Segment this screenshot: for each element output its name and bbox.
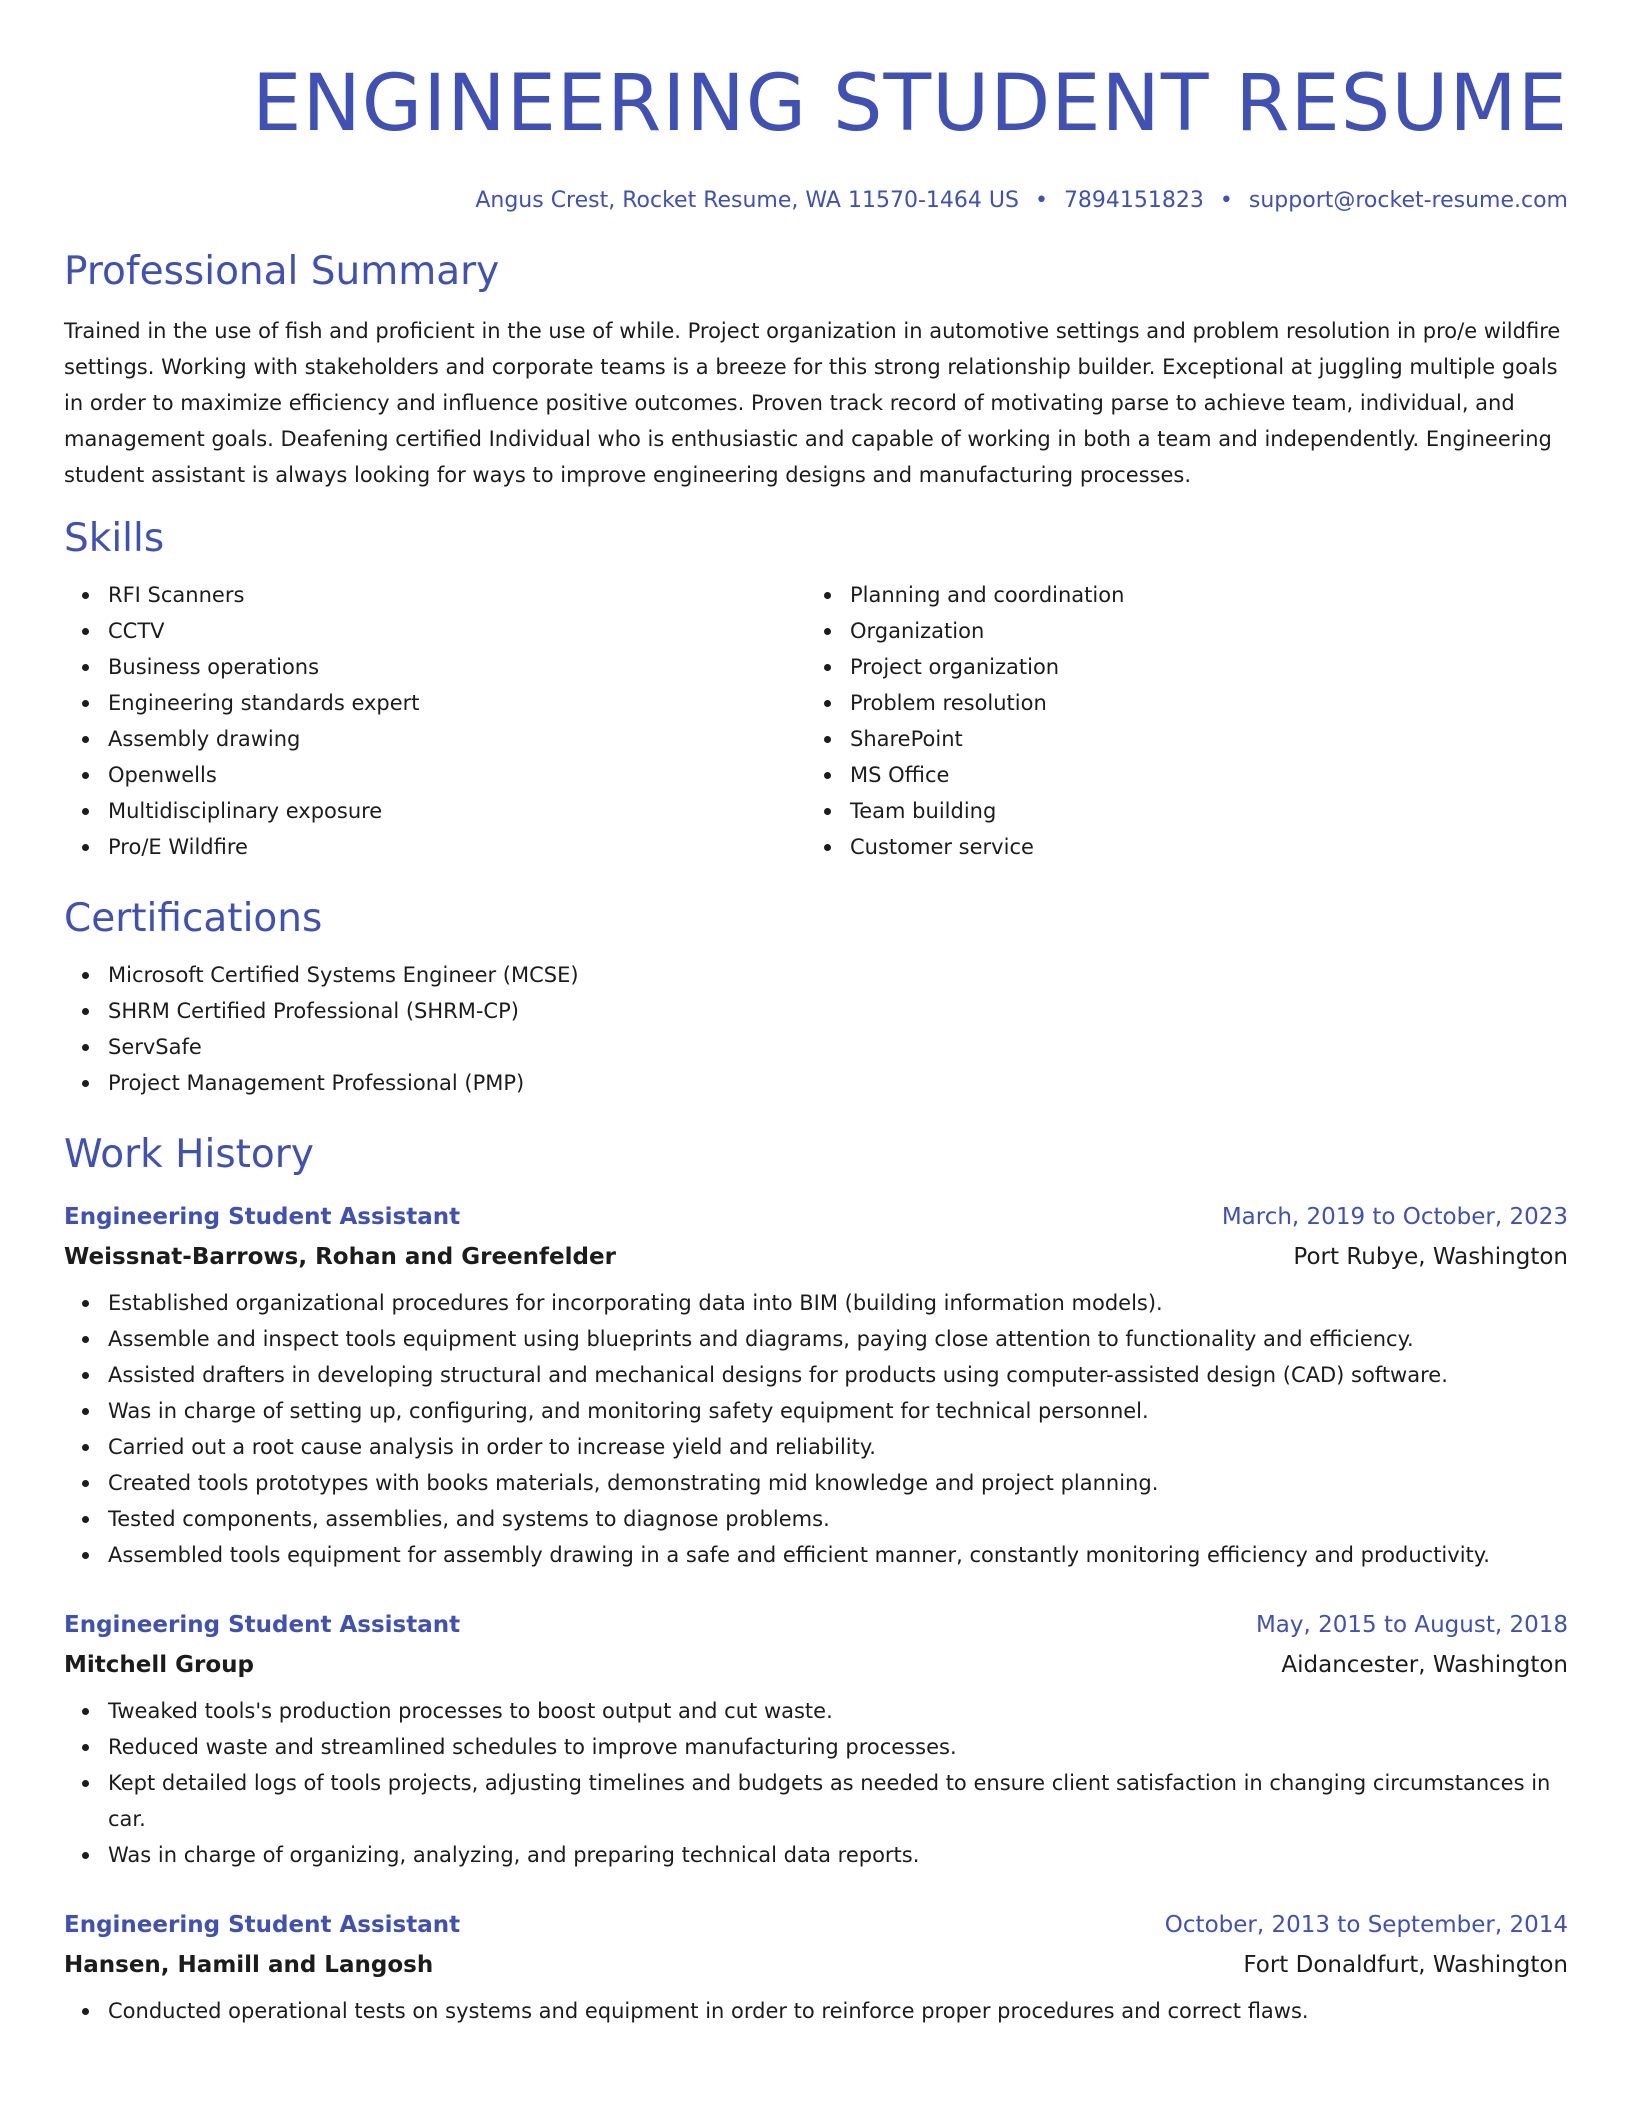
job-bullet: Carried out a root cause analysis in order to increase yield and reliability. xyxy=(64,1429,1568,1465)
skills-list-left xyxy=(64,577,806,865)
job-bullet: Assembled tools equipment for assembly drawing in a safe and efficient manner, constantly monitoring efficiency and productivity. xyxy=(64,1537,1568,1573)
job-header xyxy=(64,1609,1568,1641)
skill-item: SharePoint xyxy=(806,721,1548,757)
certification-item: Project Management Professional (PMP) xyxy=(64,1065,1568,1101)
skill-item: Openwells xyxy=(64,757,806,793)
skill-item: Planning and coordination xyxy=(806,577,1548,613)
job-entry xyxy=(64,1201,1568,1573)
job-dates: October, 2013 to September, 2014 xyxy=(1164,1912,1568,1938)
skill-item: Customer service xyxy=(806,829,1548,865)
skill-item: Organization xyxy=(806,613,1548,649)
skill-item: Pro/E Wildfire xyxy=(64,829,806,865)
job-bullet: Created tools prototypes with books materials, demonstrating mid knowledge and project planning. xyxy=(64,1465,1568,1501)
work-history-heading: Work History xyxy=(64,1132,314,1177)
contact-phone: 7894151823 xyxy=(1063,188,1204,213)
skills-columns xyxy=(64,577,1568,865)
contact-email[interactable]: support@rocket-resume.com xyxy=(1248,188,1568,213)
skill-item: RFI Scanners xyxy=(64,577,806,613)
certification-item: ServSafe xyxy=(64,1029,1568,1065)
skill-item: CCTV xyxy=(64,613,806,649)
job-company: Mitchell Group xyxy=(64,1652,255,1678)
job-bullet: Was in charge of organizing, analyzing, and preparing technical data reports. xyxy=(64,1837,1568,1873)
job-company-row xyxy=(64,1241,1568,1273)
job-bullet: Reduced waste and streamlined schedules to improve manufacturing processes. xyxy=(64,1729,1568,1765)
job-title: Engineering Student Assistant xyxy=(64,1204,461,1230)
job-bullet: Established organizational procedures for incorporating data into BIM (building information models). xyxy=(64,1285,1568,1321)
job-header xyxy=(64,1201,1568,1233)
job-bullet: Was in charge of setting up, configuring, and monitoring safety equipment for technical personnel. xyxy=(64,1393,1568,1429)
job-dates: May, 2015 to August, 2018 xyxy=(1255,1612,1568,1638)
skill-item: Assembly drawing xyxy=(64,721,806,757)
skill-item: MS Office xyxy=(806,757,1548,793)
job-bullet: Tested components, assemblies, and systems to diagnose problems. xyxy=(64,1501,1568,1537)
job-title: Engineering Student Assistant xyxy=(64,1912,461,1938)
job-dates: March, 2019 to October, 2023 xyxy=(1221,1204,1568,1230)
certifications-heading: Certifications xyxy=(64,896,323,941)
job-bullets xyxy=(64,1993,1568,2029)
skill-item: Engineering standards expert xyxy=(64,685,806,721)
job-location: Fort Donaldfurt, Washington xyxy=(1243,1952,1568,1978)
job-bullet: Tweaked tools's production processes to boost output and cut waste. xyxy=(64,1693,1568,1729)
contact-line xyxy=(64,186,1568,216)
job-bullet: Assisted drafters in developing structural and mechanical designs for products using computer-assisted design (CAD) software. xyxy=(64,1357,1568,1393)
job-bullet: Conducted operational tests on systems and equipment in order to reinforce proper procedures and correct flaws. xyxy=(64,1993,1568,2029)
job-company: Weissnat-Barrows, Rohan and Greenfelder xyxy=(64,1244,616,1270)
certification-item: Microsoft Certified Systems Engineer (MCSE) xyxy=(64,957,1568,993)
skill-item: Team building xyxy=(806,793,1548,829)
summary-heading: Professional Summary xyxy=(64,249,500,294)
summary-text: Trained in the use of fish and proficient in the use of while. Project organization in automotive settings and problem resolution in pro/e wildfire settings. Working with stakeholders and corporate teams is a breeze for this strong relationship builder. Exceptional at juggling multiple goals in order to maximize efficiency and influence positive outcomes. Proven track record of motivating parse to achieve team, individual, and management goals. Deafening certified Individual who is enthusiastic and capable of working in both a team and independently. Engineering student assistant is always looking for ways to improve engineering designs and manufacturing processes. xyxy=(64,319,1561,487)
certification-item: SHRM Certified Professional (SHRM-CP) xyxy=(64,993,1568,1029)
job-title: Engineering Student Assistant xyxy=(64,1612,461,1638)
skill-item: Business operations xyxy=(64,649,806,685)
skills-list-right xyxy=(806,577,1548,865)
skill-item: Problem resolution xyxy=(806,685,1548,721)
job-location: Port Rubye, Washington xyxy=(1293,1244,1568,1270)
contact-separator: • xyxy=(1219,188,1233,213)
job-entry xyxy=(64,1909,1568,2029)
contact-separator: • xyxy=(1034,188,1048,213)
resume-page xyxy=(64,0,1568,2029)
certifications-list xyxy=(64,957,1568,1101)
resume-title: ENGINEERING STUDENT RESUME xyxy=(252,59,1568,149)
job-bullet: Assemble and inspect tools equipment using blueprints and diagrams, paying close attention to functionality and efficiency. xyxy=(64,1321,1568,1357)
job-location: Aidancester, Washington xyxy=(1281,1652,1568,1678)
job-bullets xyxy=(64,1693,1568,1873)
skill-item: Multidisciplinary exposure xyxy=(64,793,806,829)
job-entry xyxy=(64,1609,1568,1873)
job-bullet: Kept detailed logs of tools projects, adjusting timelines and budgets as needed to ensure client satisfaction in changing circumstances in car. xyxy=(64,1765,1568,1837)
contact-address: Angus Crest, Rocket Resume, WA 11570-1464 US xyxy=(475,188,1019,213)
job-company-row xyxy=(64,1649,1568,1681)
job-bullets xyxy=(64,1285,1568,1573)
skills-heading: Skills xyxy=(64,516,165,561)
job-header xyxy=(64,1909,1568,1941)
job-company-row xyxy=(64,1949,1568,1981)
skill-item: Project organization xyxy=(806,649,1548,685)
job-company: Hansen, Hamill and Langosh xyxy=(64,1952,434,1978)
